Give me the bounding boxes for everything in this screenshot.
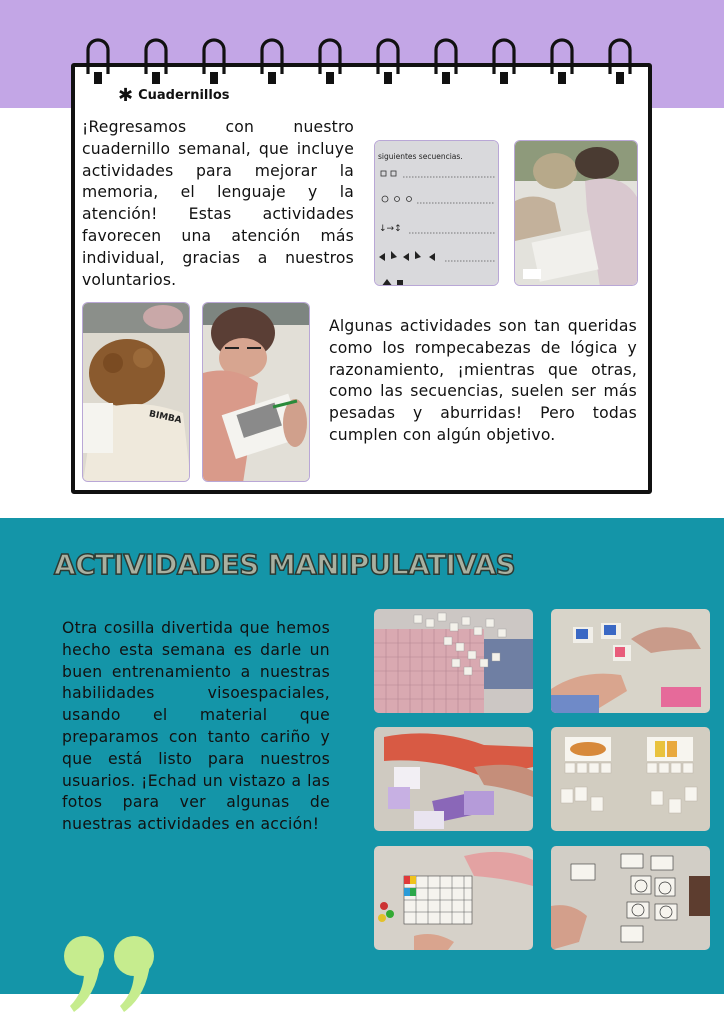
photo-volunteers-writing: [514, 140, 638, 286]
curly-hair-image: [83, 303, 190, 482]
spiral-ring-icon: [142, 34, 170, 86]
quote-mark-icon: [62, 932, 162, 1016]
word-cards-image: [551, 727, 710, 831]
asterisk-icon: ✱: [118, 84, 134, 106]
photo-color-grid: [374, 846, 533, 950]
photo-woman-curly-hair: [82, 302, 190, 482]
sweater-text: BIMBA: [148, 409, 183, 426]
intro-paragraph: ¡Regresamos con nuestro cuadernillo semanal, que incluye actividades para mejorar la memoria, el lenguaje y la atención! Estas actividades favorecen una atención más individual, gracias a nuestros voluntarios.: [82, 118, 354, 289]
picture-puzzle-image: [551, 609, 710, 713]
photo-colored-cards: [374, 727, 533, 831]
spiral-ring-icon: [490, 34, 518, 86]
photo-word-cards: [551, 727, 710, 831]
glasses-image: [203, 303, 310, 482]
spiral-ring-icon: [84, 34, 112, 86]
spiral-ring-icon: [374, 34, 402, 86]
section-title: ACTIVIDADES MANIPULATIVAS: [54, 548, 516, 581]
tab-label: [118, 84, 230, 106]
spiral-ring-icon: [548, 34, 576, 86]
clock-cards-image: [551, 846, 710, 950]
tab-label-text: Cuadernillos: [138, 88, 230, 103]
photo-worksheet: [374, 140, 499, 286]
photo-clock-cards: [551, 846, 710, 950]
spiral-ring-icon: [200, 34, 228, 86]
activities-paragraph: Algunas actividades son tan queridas como los rompecabezas de lógica y razonamiento, ¡mientras que otras, como las secuencias, suelen ser más pesadas y aburridas! Pero todas cumplen con algún objetivo.: [329, 317, 637, 444]
spiral-ring-icon: [258, 34, 286, 86]
volunteers-image: [515, 141, 638, 286]
spiral-ring-icon: [432, 34, 460, 86]
letter-tiles-image: [374, 609, 533, 713]
manipulative-paragraph: Otra cosilla divertida que hemos hecho esta semana es darle un buen entrenamiento a nuestras habilidades visoespaciales, usando el material que preparamos con tanto cariño y que está listo para nuestros usuarios. ¡Echad un vistazo a las fotos para ver algunas de nuestras actividades en acción!: [62, 619, 330, 834]
spiral-ring-icon: [606, 34, 634, 86]
worksheet-image: [375, 141, 499, 286]
spiral-ring-icon: [316, 34, 344, 86]
photo-picture-puzzle: [551, 609, 710, 713]
svg-text:↓→↕: ↓→↕: [379, 224, 402, 234]
photo-woman-glasses: [202, 302, 310, 482]
colored-cards-image: [374, 727, 533, 831]
color-grid-image: [374, 846, 533, 950]
worksheet-heading: siguientes secuencias.: [378, 152, 463, 161]
photo-letter-tiles: [374, 609, 533, 713]
